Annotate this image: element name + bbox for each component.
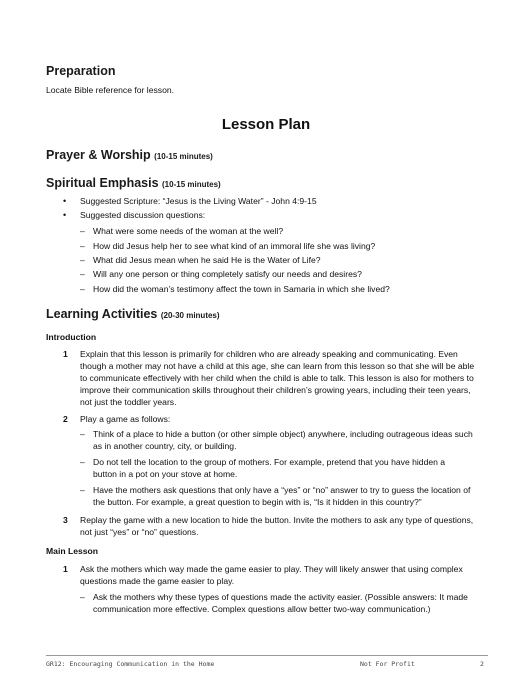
footer-title: GR12: Encouraging Communication in the Home bbox=[46, 660, 215, 668]
preparation-heading: Preparation bbox=[46, 64, 116, 78]
learning-time: (20-30 minutes) bbox=[160, 311, 220, 320]
sub-item-line: Have the mothers ask questions that only have a “yes” or “no” answer to try to guess the location of bbox=[93, 485, 471, 495]
question-item: How did the woman’s testimony affect the town in Samaria in which she lived? bbox=[93, 284, 390, 294]
item-number: 1 bbox=[63, 349, 68, 359]
dash-icon: – bbox=[80, 226, 85, 236]
spiritual-time: (10-15 minutes) bbox=[162, 180, 221, 189]
question-item: What did Jesus mean when he said He is the Water of Life? bbox=[93, 255, 321, 265]
dash-icon: – bbox=[80, 255, 85, 265]
item-number: 2 bbox=[63, 414, 68, 424]
spiritual-heading-text: Spiritual Emphasis bbox=[46, 176, 159, 190]
paragraph-line: not just the toddler years. bbox=[80, 397, 177, 407]
learning-heading bbox=[46, 307, 220, 321]
question-item: What were some needs of the woman at the well? bbox=[93, 226, 284, 236]
sub-item-line: as in another country, city, or building. bbox=[93, 441, 237, 451]
paragraph-line: though a mother may not have a child at this age, she can learn from this lesson so that she will be able bbox=[80, 361, 475, 371]
bullet-icon: • bbox=[63, 210, 67, 220]
page-title: Lesson Plan bbox=[221, 116, 311, 133]
item-number: 3 bbox=[63, 515, 68, 525]
paragraph-line: to communicate effectively with her child when the child is able to talk. This lesson is also for mothers to bbox=[80, 373, 474, 383]
prayer-time: (10-15 minutes) bbox=[154, 152, 213, 161]
page-number: 2 bbox=[480, 660, 484, 668]
sub-item-line: button in a pot on your stove at home. bbox=[93, 469, 238, 479]
prayer-heading bbox=[46, 148, 213, 162]
dash-icon: – bbox=[80, 429, 85, 439]
introduction-heading: Introduction bbox=[46, 332, 97, 342]
learning-heading-text: Learning Activities bbox=[46, 307, 158, 321]
prayer-heading-text: Prayer & Worship bbox=[46, 148, 151, 162]
paragraph-line: Play a game as follows: bbox=[80, 414, 171, 424]
paragraph-line: Replay the game with a new location to hide the button. Invite the mothers to ask any type of questions, bbox=[80, 515, 474, 525]
footer-notice: Not For Profit bbox=[360, 660, 415, 668]
sub-item-line: Do not tell the location to the group of mothers. For example, pretend that you have hidden a bbox=[93, 457, 446, 467]
paragraph-line: Ask the mothers which way made the game easier to play. They will likely answer that using complex bbox=[80, 564, 463, 574]
list-item: Suggested Scripture: “Jesus is the Living Water” - John 4:9-15 bbox=[80, 196, 317, 206]
dash-icon: – bbox=[80, 269, 85, 279]
dash-icon: – bbox=[80, 485, 85, 495]
spiritual-heading bbox=[46, 176, 221, 190]
sub-item-line: communication more effective. Complex questions allow better two-way communication.) bbox=[93, 604, 431, 614]
question-item: Will any one person or thing completely satisfy our needs and desires? bbox=[93, 269, 362, 279]
dash-icon: – bbox=[80, 284, 85, 294]
item-number: 1 bbox=[63, 564, 68, 574]
list-item: Suggested discussion questions: bbox=[80, 210, 206, 220]
paragraph-line: improve their communication skills throughout their children’s growing years, including their teen years, bbox=[80, 385, 471, 395]
dash-icon: – bbox=[80, 457, 85, 467]
sub-item-line: Ask the mothers why these types of questions made the activity easier. (Possible answers: It made bbox=[93, 592, 468, 602]
paragraph-line: Explain that this lesson is primarily for children who are already speaking and communicating. Even bbox=[80, 349, 458, 359]
paragraph-line: not just “yes” or “no” questions. bbox=[80, 527, 199, 537]
sub-item-line: the button. For example, a great question to begin with is, “Is it hidden in this country?” bbox=[93, 497, 422, 507]
dash-icon: – bbox=[80, 241, 85, 251]
dash-icon: – bbox=[80, 592, 85, 602]
main-lesson-heading: Main Lesson bbox=[46, 546, 99, 556]
question-item: How did Jesus help her to see what kind of an immoral life she was living? bbox=[93, 241, 376, 251]
footer-divider bbox=[46, 655, 488, 656]
bullet-icon: • bbox=[63, 196, 67, 206]
sub-item-line: Think of a place to hide a button (or other simple object) anywhere, including outrageous ideas such bbox=[93, 429, 473, 439]
preparation-text: Locate Bible reference for lesson. bbox=[46, 85, 175, 95]
paragraph-line: questions made the game easier to play. bbox=[80, 576, 235, 586]
